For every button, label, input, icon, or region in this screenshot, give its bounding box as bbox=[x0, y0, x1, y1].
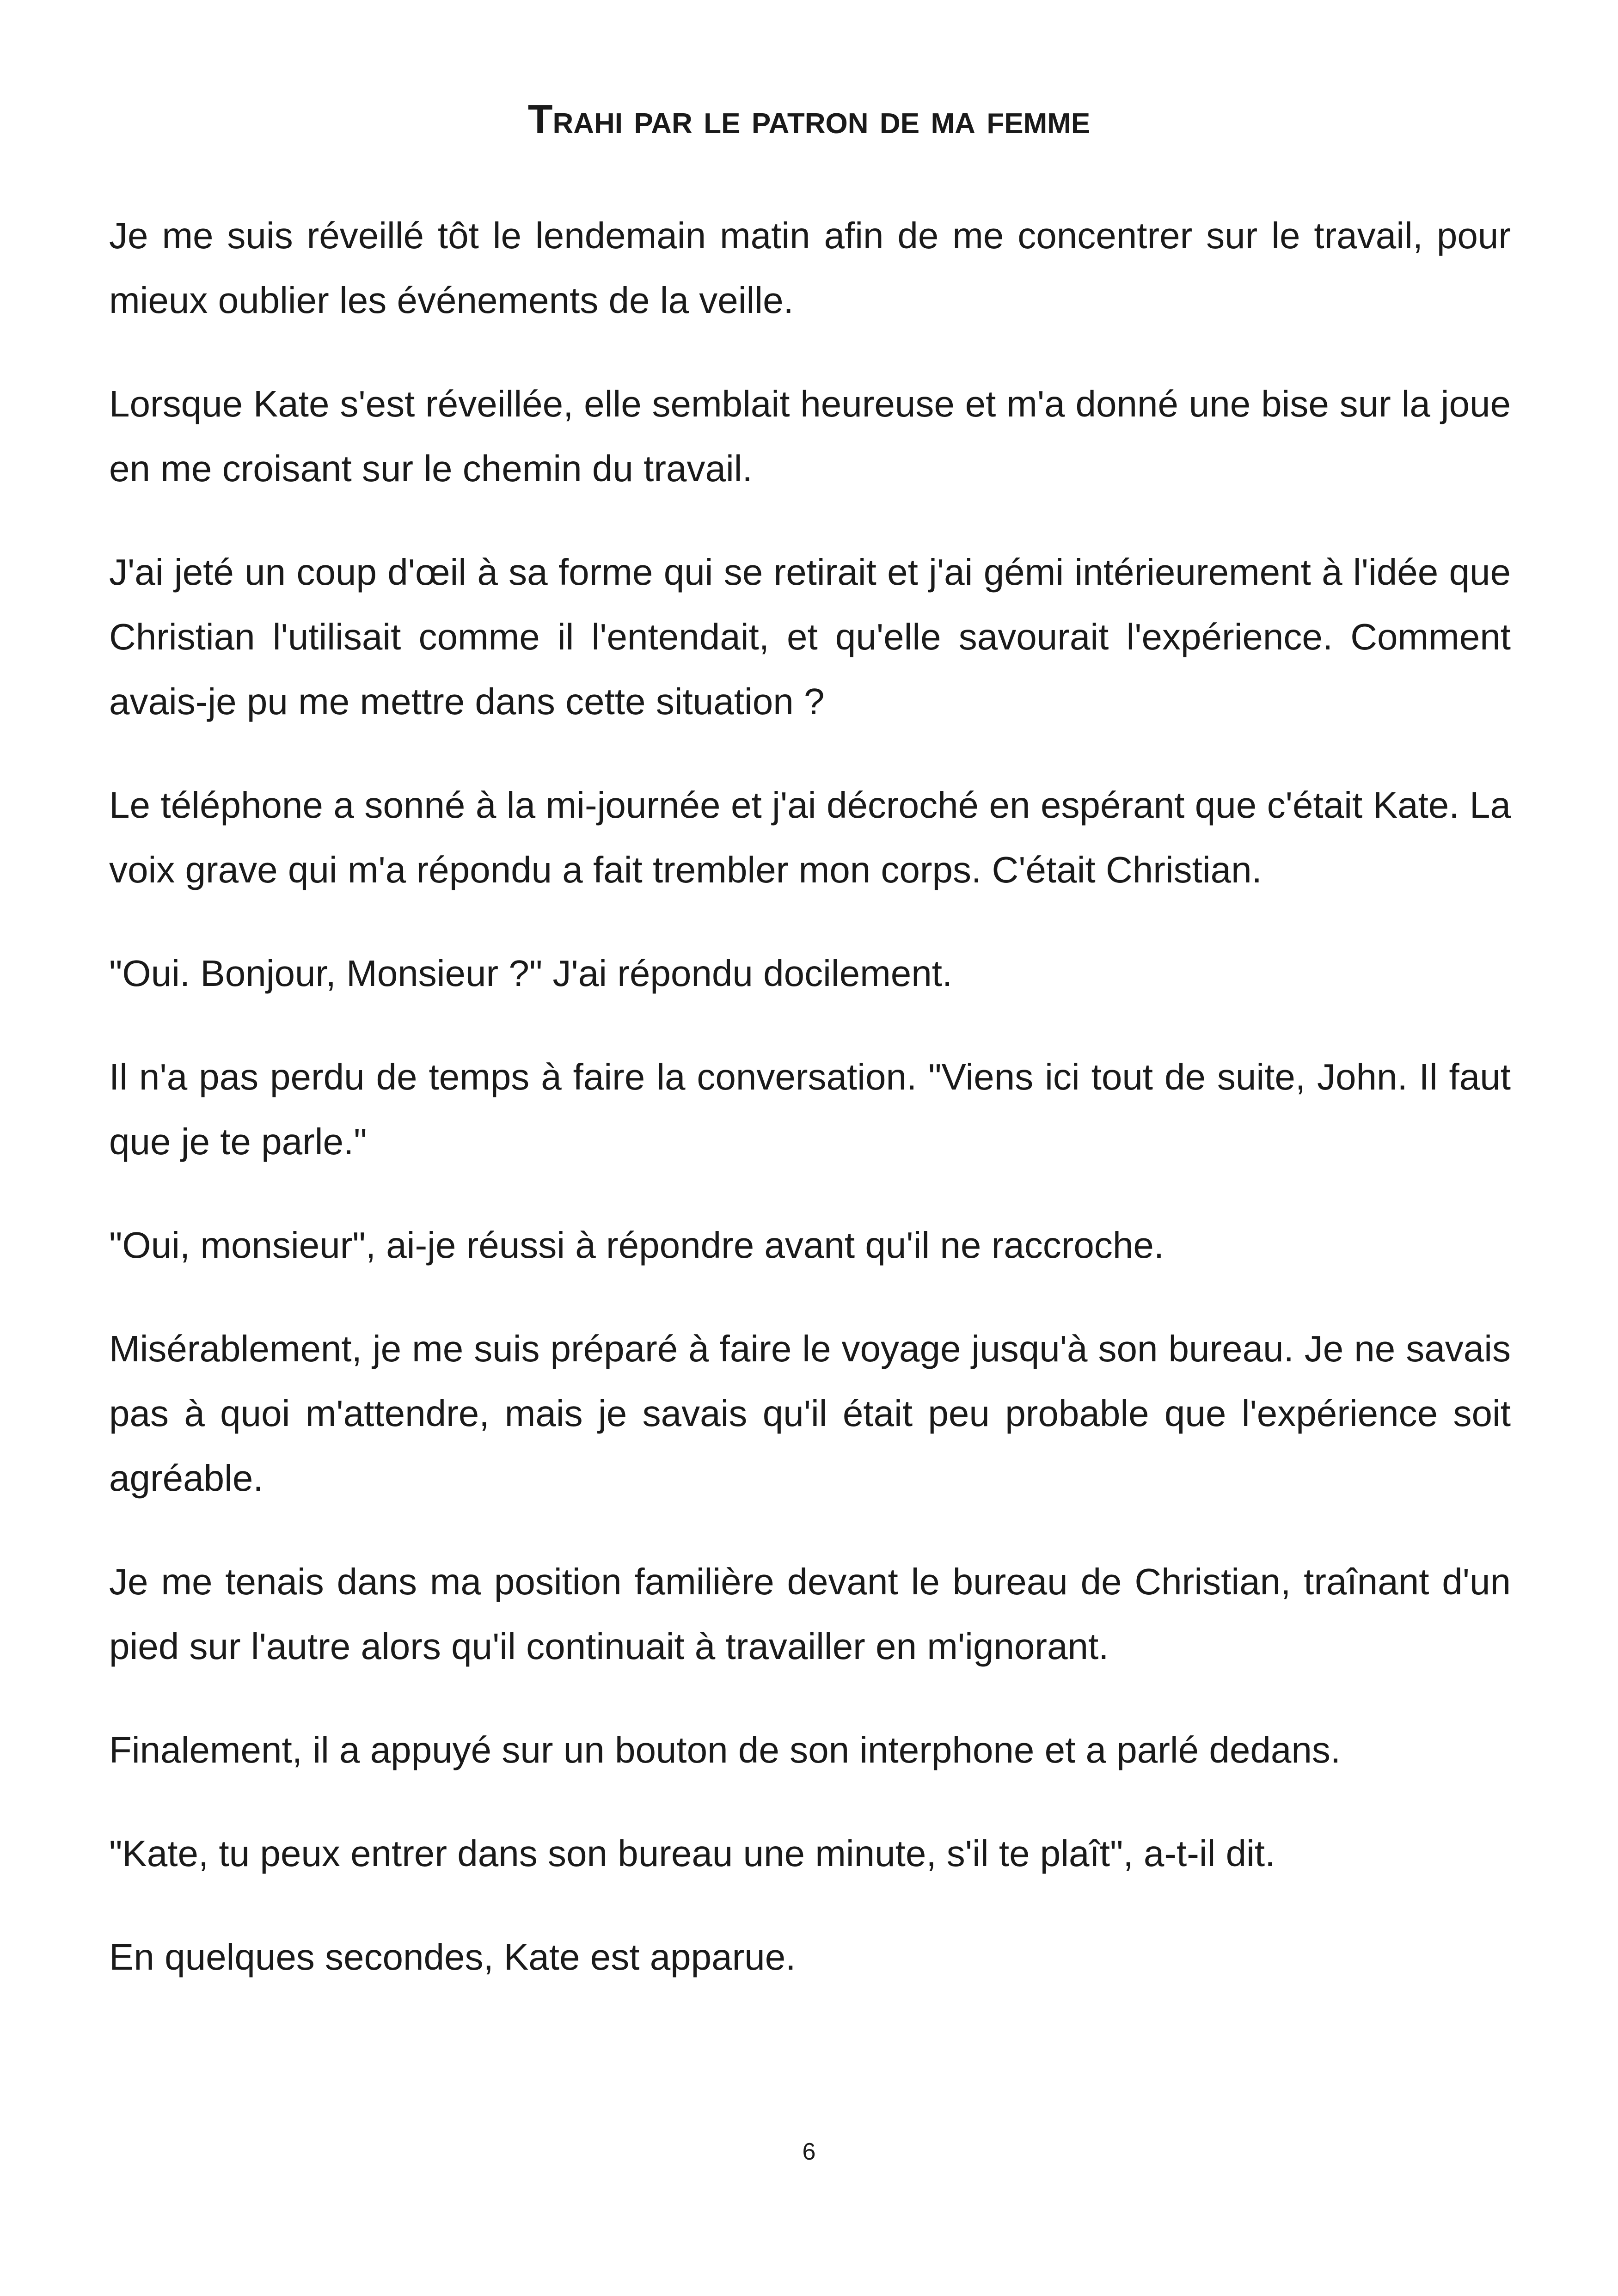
paragraph: Je me tenais dans ma position familière devant le bureau de Christian, traînant d'un pied sur l'autre alors qu'il continuait à travailler en m'ignorant. bbox=[109, 1561, 1511, 1667]
paragraph: Misérablement, je me suis préparé à faire le voyage jusqu'à son bureau. Je ne savais pas à quoi m'attendre, mais je savais qu'il était peu probable que l'expérience soit agréable. bbox=[109, 1328, 1511, 1499]
body-text bbox=[109, 203, 1511, 2028]
paragraph: Lorsque Kate s'est réveillée, elle semblait heureuse et m'a donné une bise sur la joue en me croisant sur le chemin du travail. bbox=[109, 383, 1511, 489]
paragraph: "Oui, monsieur", ai-je réussi à répondre avant qu'il ne raccroche. bbox=[109, 1225, 1164, 1266]
paragraph: Je me suis réveillé tôt le lendemain matin afin de me concentrer sur le travail, pour mieux oublier les événements de la veille. bbox=[109, 215, 1511, 321]
paragraph: En quelques secondes, Kate est apparue. bbox=[109, 1936, 796, 1978]
paragraph: Le téléphone a sonné à la mi-journée et j'ai décroché en espérant que c'était Kate. La voix grave qui m'a répondu a fait trembler mon corps. C'était Christian. bbox=[109, 784, 1511, 890]
page-number: 6 bbox=[802, 2138, 816, 2165]
paragraph: Finalement, il a appuyé sur un bouton de son interphone et a parlé dedans. bbox=[109, 1729, 1341, 1770]
paragraph: "Kate, tu peux entrer dans son bureau une minute, s'il te plaît", a-t-il dit. bbox=[109, 1833, 1275, 1874]
paragraph: Il n'a pas perdu de temps à faire la conversation. "Viens ici tout de suite, John. Il faut que je te parle." bbox=[109, 1056, 1511, 1162]
paragraph: J'ai jeté un coup d'œil à sa forme qui se retirait et j'ai gémi intérieurement à l'idée que Christian l'utilisait comme il l'entendait, et qu'elle savourait l'expérience. Comment avais-je pu me mettre dans cette situation ? bbox=[109, 551, 1511, 722]
paragraph: "Oui. Bonjour, Monsieur ?" J'ai répondu docilement. bbox=[109, 953, 953, 994]
page-title: Trahi par le patron de ma femme bbox=[527, 96, 1091, 142]
